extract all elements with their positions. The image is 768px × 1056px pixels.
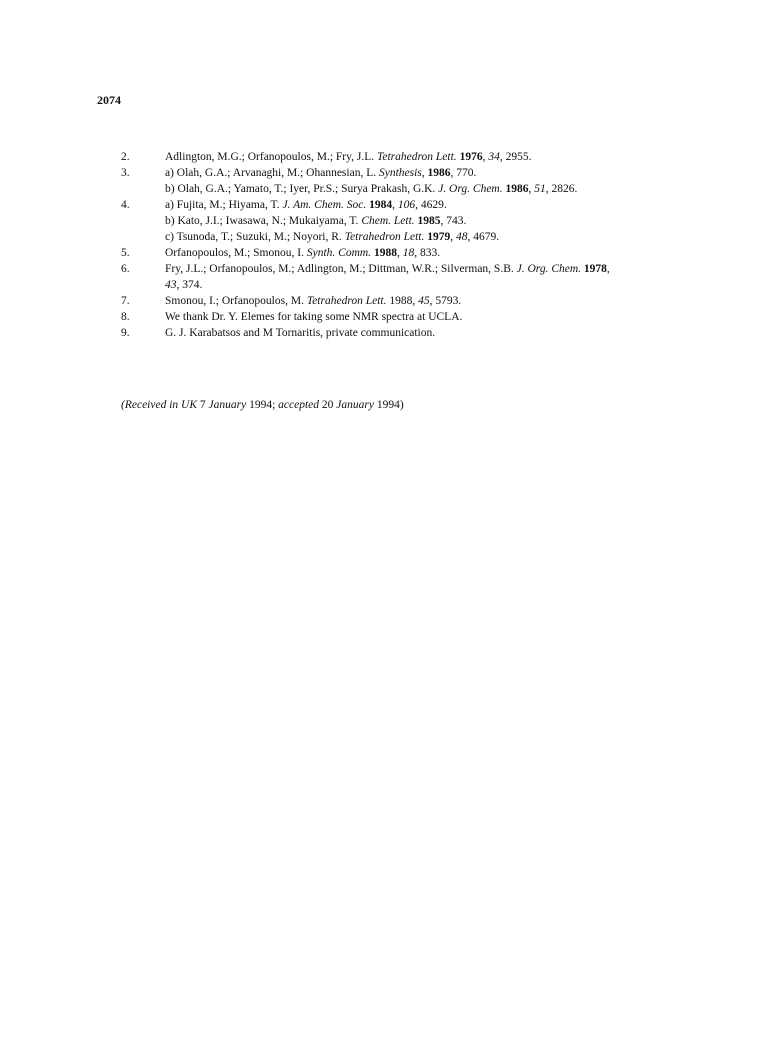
text-run: 43 (165, 279, 177, 291)
text-run: , (528, 183, 535, 195)
text-run: Chem. Lett. (361, 215, 415, 227)
text-run: 1986 (505, 183, 529, 195)
text-run: 1988, (386, 295, 419, 307)
text-run: , (450, 231, 456, 243)
reference-item (121, 245, 681, 261)
reference-item (121, 325, 681, 341)
text-run: , 4679. (467, 231, 500, 243)
received-note (121, 399, 404, 411)
text-run: , 2955. (499, 151, 532, 163)
reference-text (165, 229, 499, 245)
text-run: J. Am. Chem. Soc. (282, 199, 367, 211)
text-run: Tetrahedron Lett. (377, 151, 457, 163)
text-run: 106 (397, 199, 416, 211)
text-run: 1986 (427, 167, 451, 179)
text-run: , 770. (450, 167, 477, 179)
reference-number: 8. (121, 311, 130, 323)
text-run: January (336, 399, 374, 411)
text-run: 20 (319, 399, 337, 411)
reference-text (165, 293, 461, 309)
reference-number: 9. (121, 327, 130, 339)
text-run: 34 (488, 151, 500, 163)
reference-item (121, 261, 681, 277)
text-run: 1985 (417, 215, 441, 227)
text-run: 7 (197, 399, 209, 411)
reference-number: 3. (121, 167, 130, 179)
text-run: Adlington, M.G.; Orfanopoulos, M.; Fry, J.L. (165, 151, 378, 163)
reference-number: 4. (121, 199, 130, 211)
text-run: a) Fujita, M.; Hiyama, T. (165, 199, 283, 211)
text-run: Synth. Comm. (306, 247, 372, 259)
text-run: b) Olah, G.A.; Yamato, T.; Iyer, Pr.S.; Surya Prakash, G.K. (165, 183, 439, 195)
reference-number: 7. (121, 295, 130, 307)
reference-continuation (121, 213, 681, 229)
text-run: We thank Dr. Y. Elemes for taking some NMR spectra at UCLA. (165, 311, 463, 323)
reference-text (165, 197, 447, 213)
reference-text (165, 165, 476, 181)
reference-text (165, 309, 462, 325)
text-run: accepted (278, 399, 320, 411)
reference-text (165, 245, 440, 261)
text-run: January (208, 399, 247, 411)
text-run: , 4629. (415, 199, 447, 211)
text-run: c) Tsunoda, T.; Suzuki, M.; Noyori, R. (165, 231, 345, 243)
text-run: 48 (455, 231, 468, 243)
text-run: 1994; (246, 399, 279, 411)
reference-text (165, 325, 435, 341)
text-run: a) Olah, G.A.; Arvanaghi, M.; Ohannesian, L. (165, 167, 379, 179)
text-run: 1979 (427, 231, 451, 243)
reference-item (121, 293, 681, 309)
text-run: 1978 (583, 263, 607, 275)
reference-continuation (121, 229, 681, 245)
text-run: 1984 (369, 199, 393, 211)
text-run: (Received in UK (121, 399, 197, 411)
text-run: Smonou, I.; Orfanopoulos, M. (165, 295, 307, 307)
reference-list (121, 149, 681, 341)
text-run: 51 (534, 183, 546, 195)
reference-text (165, 261, 610, 277)
text-run: 1976 (459, 151, 483, 163)
reference-text (165, 149, 531, 165)
text-run: Orfanopoulos, M.; Smonou, I. (165, 247, 307, 259)
text-run: G. J. Karabatsos and M Tornaritis, private communication. (165, 327, 436, 339)
reference-item (121, 197, 681, 213)
text-run: , (606, 263, 610, 275)
reference-number: 5. (121, 247, 130, 259)
text-run: , (482, 151, 489, 163)
text-run: 1994) (373, 399, 404, 411)
text-run: J. Org. Chem. (516, 263, 582, 275)
text-run: , 5793. (429, 295, 462, 307)
reference-item (121, 149, 681, 165)
text-run: , 833. (414, 247, 441, 259)
text-run: Synthesis (378, 167, 422, 179)
reference-item (121, 165, 681, 181)
text-run: 18 (402, 247, 415, 259)
reference-text (165, 181, 577, 197)
reference-continuation (121, 277, 681, 293)
text-run: Fry, J.L.; Orfanopoulos, M.; Adlington, M.; Dittman, W.R.; Silverman, S.B. (165, 263, 517, 275)
reference-text (165, 277, 202, 293)
reference-number: 2. (121, 151, 130, 163)
reference-item (121, 309, 681, 325)
text-run: , (421, 167, 428, 179)
reference-text (165, 213, 466, 229)
page-number: 2074 (97, 93, 121, 107)
text-run: 1988 (373, 247, 397, 259)
text-run: 45 (418, 295, 430, 307)
text-run: , 374. (176, 279, 203, 291)
text-run: , (396, 247, 403, 259)
text-run: Tetrahedron Lett. (344, 231, 425, 243)
text-run: , 2826. (545, 183, 578, 195)
text-run: , (392, 199, 398, 211)
reference-number: 6. (121, 263, 130, 275)
reference-continuation (121, 181, 681, 197)
text-run: J. Org. Chem. (438, 183, 503, 195)
text-run: Tetrahedron Lett. (306, 295, 387, 307)
text-run: , 743. (440, 215, 467, 227)
text-run: b) Kato, J.I.; Iwasawa, N.; Mukaiyama, T. (165, 215, 362, 227)
